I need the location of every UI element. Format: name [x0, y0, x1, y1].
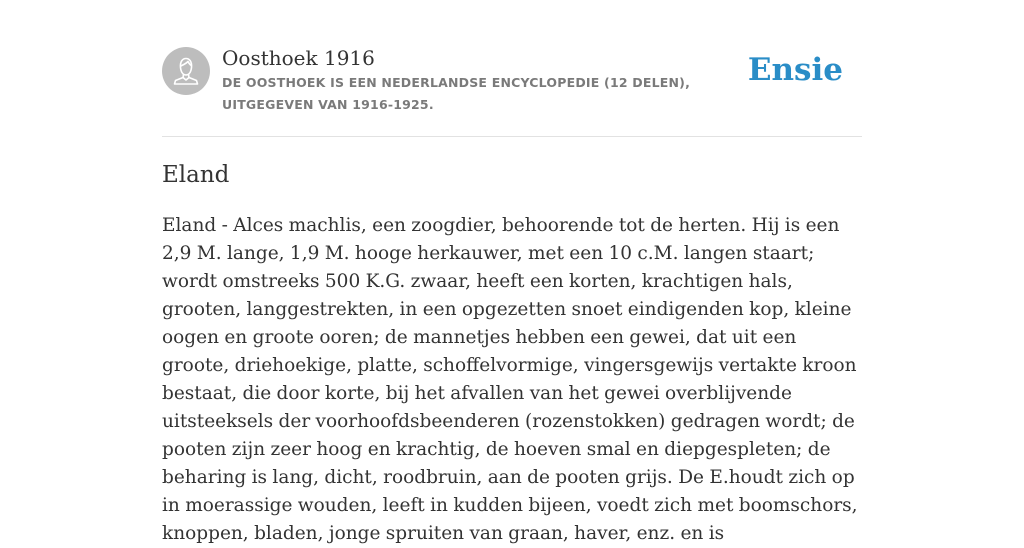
source-avatar[interactable]: [162, 47, 210, 95]
entry-body: Eland - Alces machlis, een zoogdier, behoorende tot de herten. Hij is een 2,9 M. lange, 1,9 M. hooge herkauwer, met een 10 c.M. langen staart; wordt omstreeks 500 K.G. zwaar, heeft een korten, krachtigen hals, grooten, langgestrekten, in een opgezetten snoet eindigenden kop, kleine oogen en groote ooren; de mannetjes hebben een gewei, dat uit een groote, driehoekige, platte, schoffelvormige, vingersgewijs vertakte kroon bestaat, die door korte, bij het afvallen van het gewei overblijvende uitsteeksels der voorhoofdsbeenderen (rozenstokken) gedragen wordt; de pooten zijn zeer hoog en krachtig, de hoeven smal en diepgespleten; de beharing is lang, dicht, roodbruin, aan de pooten grijs. De E.houdt zich op in moerassige wouden, leeft in kudden bijeen, voedt zich met boomschors, knoppen, bladen, jonge spruiten van graan, haver, enz. en is: [162, 215, 858, 544]
source-name[interactable]: Oosthoek 1916: [222, 46, 375, 70]
entry-title: Eland: [162, 162, 230, 188]
user-silhouette-icon: [162, 47, 210, 95]
source-header: [162, 44, 862, 137]
ensie-logo-link[interactable]: Ensie: [747, 52, 843, 88]
source-description: DE OOSTHOEK IS EEN NEDERLANDSE ENCYCLOPEDIE (12 DELEN), UITGEGEVEN VAN 1916-1925.: [222, 75, 691, 112]
